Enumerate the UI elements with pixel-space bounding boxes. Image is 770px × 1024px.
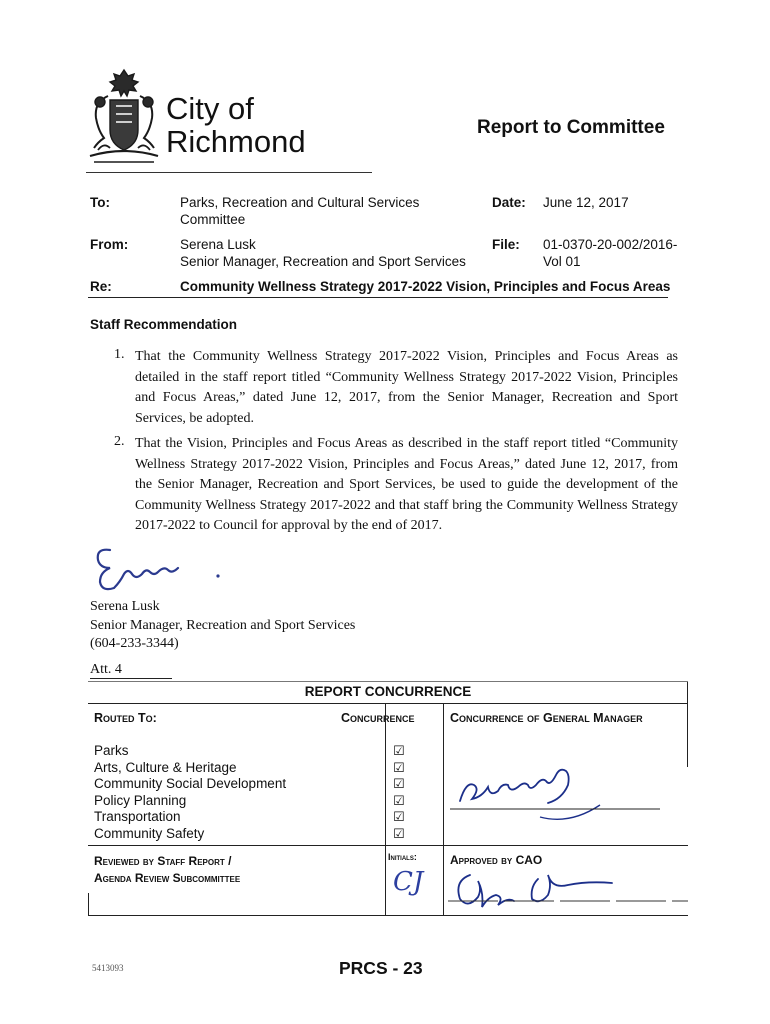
from-value-line1: Serena Lusk (180, 237, 256, 252)
signatory-block (90, 598, 355, 654)
from-label: From: (90, 237, 129, 252)
file-value (543, 236, 677, 270)
checkbox-icon: ☑ (393, 759, 405, 775)
header-divider (86, 172, 372, 173)
table-rule (88, 681, 688, 682)
routed-to-list (94, 743, 286, 842)
city-name (166, 92, 306, 158)
file-label: File: (492, 237, 520, 252)
table-rule (88, 703, 688, 704)
checkbox-icon: ☑ (393, 776, 405, 791)
staff-recommendation-heading: Staff Recommendation (90, 317, 238, 332)
reviewed-by-label (94, 853, 240, 887)
document-id: 5413093 (92, 963, 124, 973)
report-concurrence-table (88, 681, 688, 916)
city-name-line1: City of (166, 91, 254, 126)
page-label: PRCS - 23 (339, 958, 423, 978)
checkbox-icon: ☑ (393, 743, 405, 758)
from-value (180, 236, 466, 270)
table-rule (88, 893, 89, 915)
table-rule (385, 703, 386, 915)
table-rule (443, 703, 444, 915)
signatory-name: Serena Lusk (90, 599, 160, 614)
re-label: Re: (90, 279, 112, 294)
route-parks: Parks (94, 743, 129, 758)
route-community-safety: Community Safety (94, 825, 205, 841)
concurrence-checks (393, 743, 405, 842)
attachment-count: Att. 4 (90, 662, 122, 677)
recommendation-1-text: That the Community Wellness Strategy 2017-2022 Vision, Principles and Focus Areas as detailed in the staff report titled “Community Wellness Strategy 2017-2022 Vision, Principles and Focus Areas,” dated June 12, 2017, from the Senior Manager, Recreation and Sport Services, be adopted. (135, 349, 678, 426)
city-name-line2: Richmond (166, 124, 306, 159)
gm-signature (450, 761, 660, 821)
checkbox-icon: ☑ (393, 825, 405, 841)
reviewed-by-line1: Reviewed by Staff Report / (94, 854, 232, 868)
reviewed-by-line2: Agenda Review Subcommittee (94, 871, 241, 885)
file-value-line1: 01-0370-20-002/2016- (543, 237, 678, 252)
recommendation-2-number: 2. (114, 434, 125, 449)
checkbox-icon: ☑ (393, 809, 405, 824)
approved-by-cao-label: Approved by CAO (450, 853, 543, 867)
route-policy-planning: Policy Planning (94, 792, 187, 808)
route-community-social-development: Community Social Development (94, 776, 287, 791)
to-value-line1: Parks, Recreation and Cultural Services (180, 195, 420, 210)
to-value (180, 194, 419, 228)
route-arts-culture-heritage: Arts, Culture & Heritage (94, 759, 237, 775)
file-value-line2: Vol 01 (543, 254, 581, 269)
gm-concurrence-header: Concurrence of General Manager (450, 711, 643, 725)
to-label: To: (90, 195, 110, 210)
re-divider (88, 297, 668, 298)
routed-to-header: Routed To: (94, 711, 157, 725)
concurrence-header: Concurrence (341, 711, 415, 725)
re-value: Community Wellness Strategy 2017-2022 Vision, Principles and Focus Areas (180, 279, 671, 294)
checkbox-icon: ☑ (393, 792, 405, 808)
city-crest-logo (86, 66, 162, 166)
concurrence-title: REPORT CONCURRENCE (304, 684, 472, 699)
from-value-line2: Senior Manager, Recreation and Sport Services (180, 254, 466, 269)
report-title: Report to Committee (477, 117, 665, 138)
route-transportation: Transportation (94, 809, 181, 824)
initials-value: CJ (393, 867, 424, 897)
to-value-line2: Committee (180, 212, 246, 227)
signatory-phone: (604-233-3344) (90, 636, 179, 651)
attachment-divider (90, 678, 172, 679)
date-label: Date: (492, 195, 526, 210)
table-rule (88, 845, 688, 846)
initials-label: Initials: (388, 852, 417, 862)
recommendation-1-number: 1. (114, 347, 125, 362)
signatory-title: Senior Manager, Recreation and Sport Services (90, 617, 356, 633)
cao-signature (448, 865, 688, 915)
recommendation-2-text: That the Vision, Principles and Focus Areas as described in the staff report titled “Community Wellness Strategy 2017-2022 Vision, Principles and Focus Areas,” dated June 12, 2017, from the Senior Manager, Recreation and Sport Services, be used to guide the development of the Community Wellness Strategy 2017-2022 and that staff bring the Community Wellness Strategy 2017-2022 to Council for approval by the end of 2017. (135, 436, 678, 533)
date-value: June 12, 2017 (543, 195, 629, 210)
table-rule (88, 915, 688, 916)
handwritten-signature (88, 540, 238, 600)
